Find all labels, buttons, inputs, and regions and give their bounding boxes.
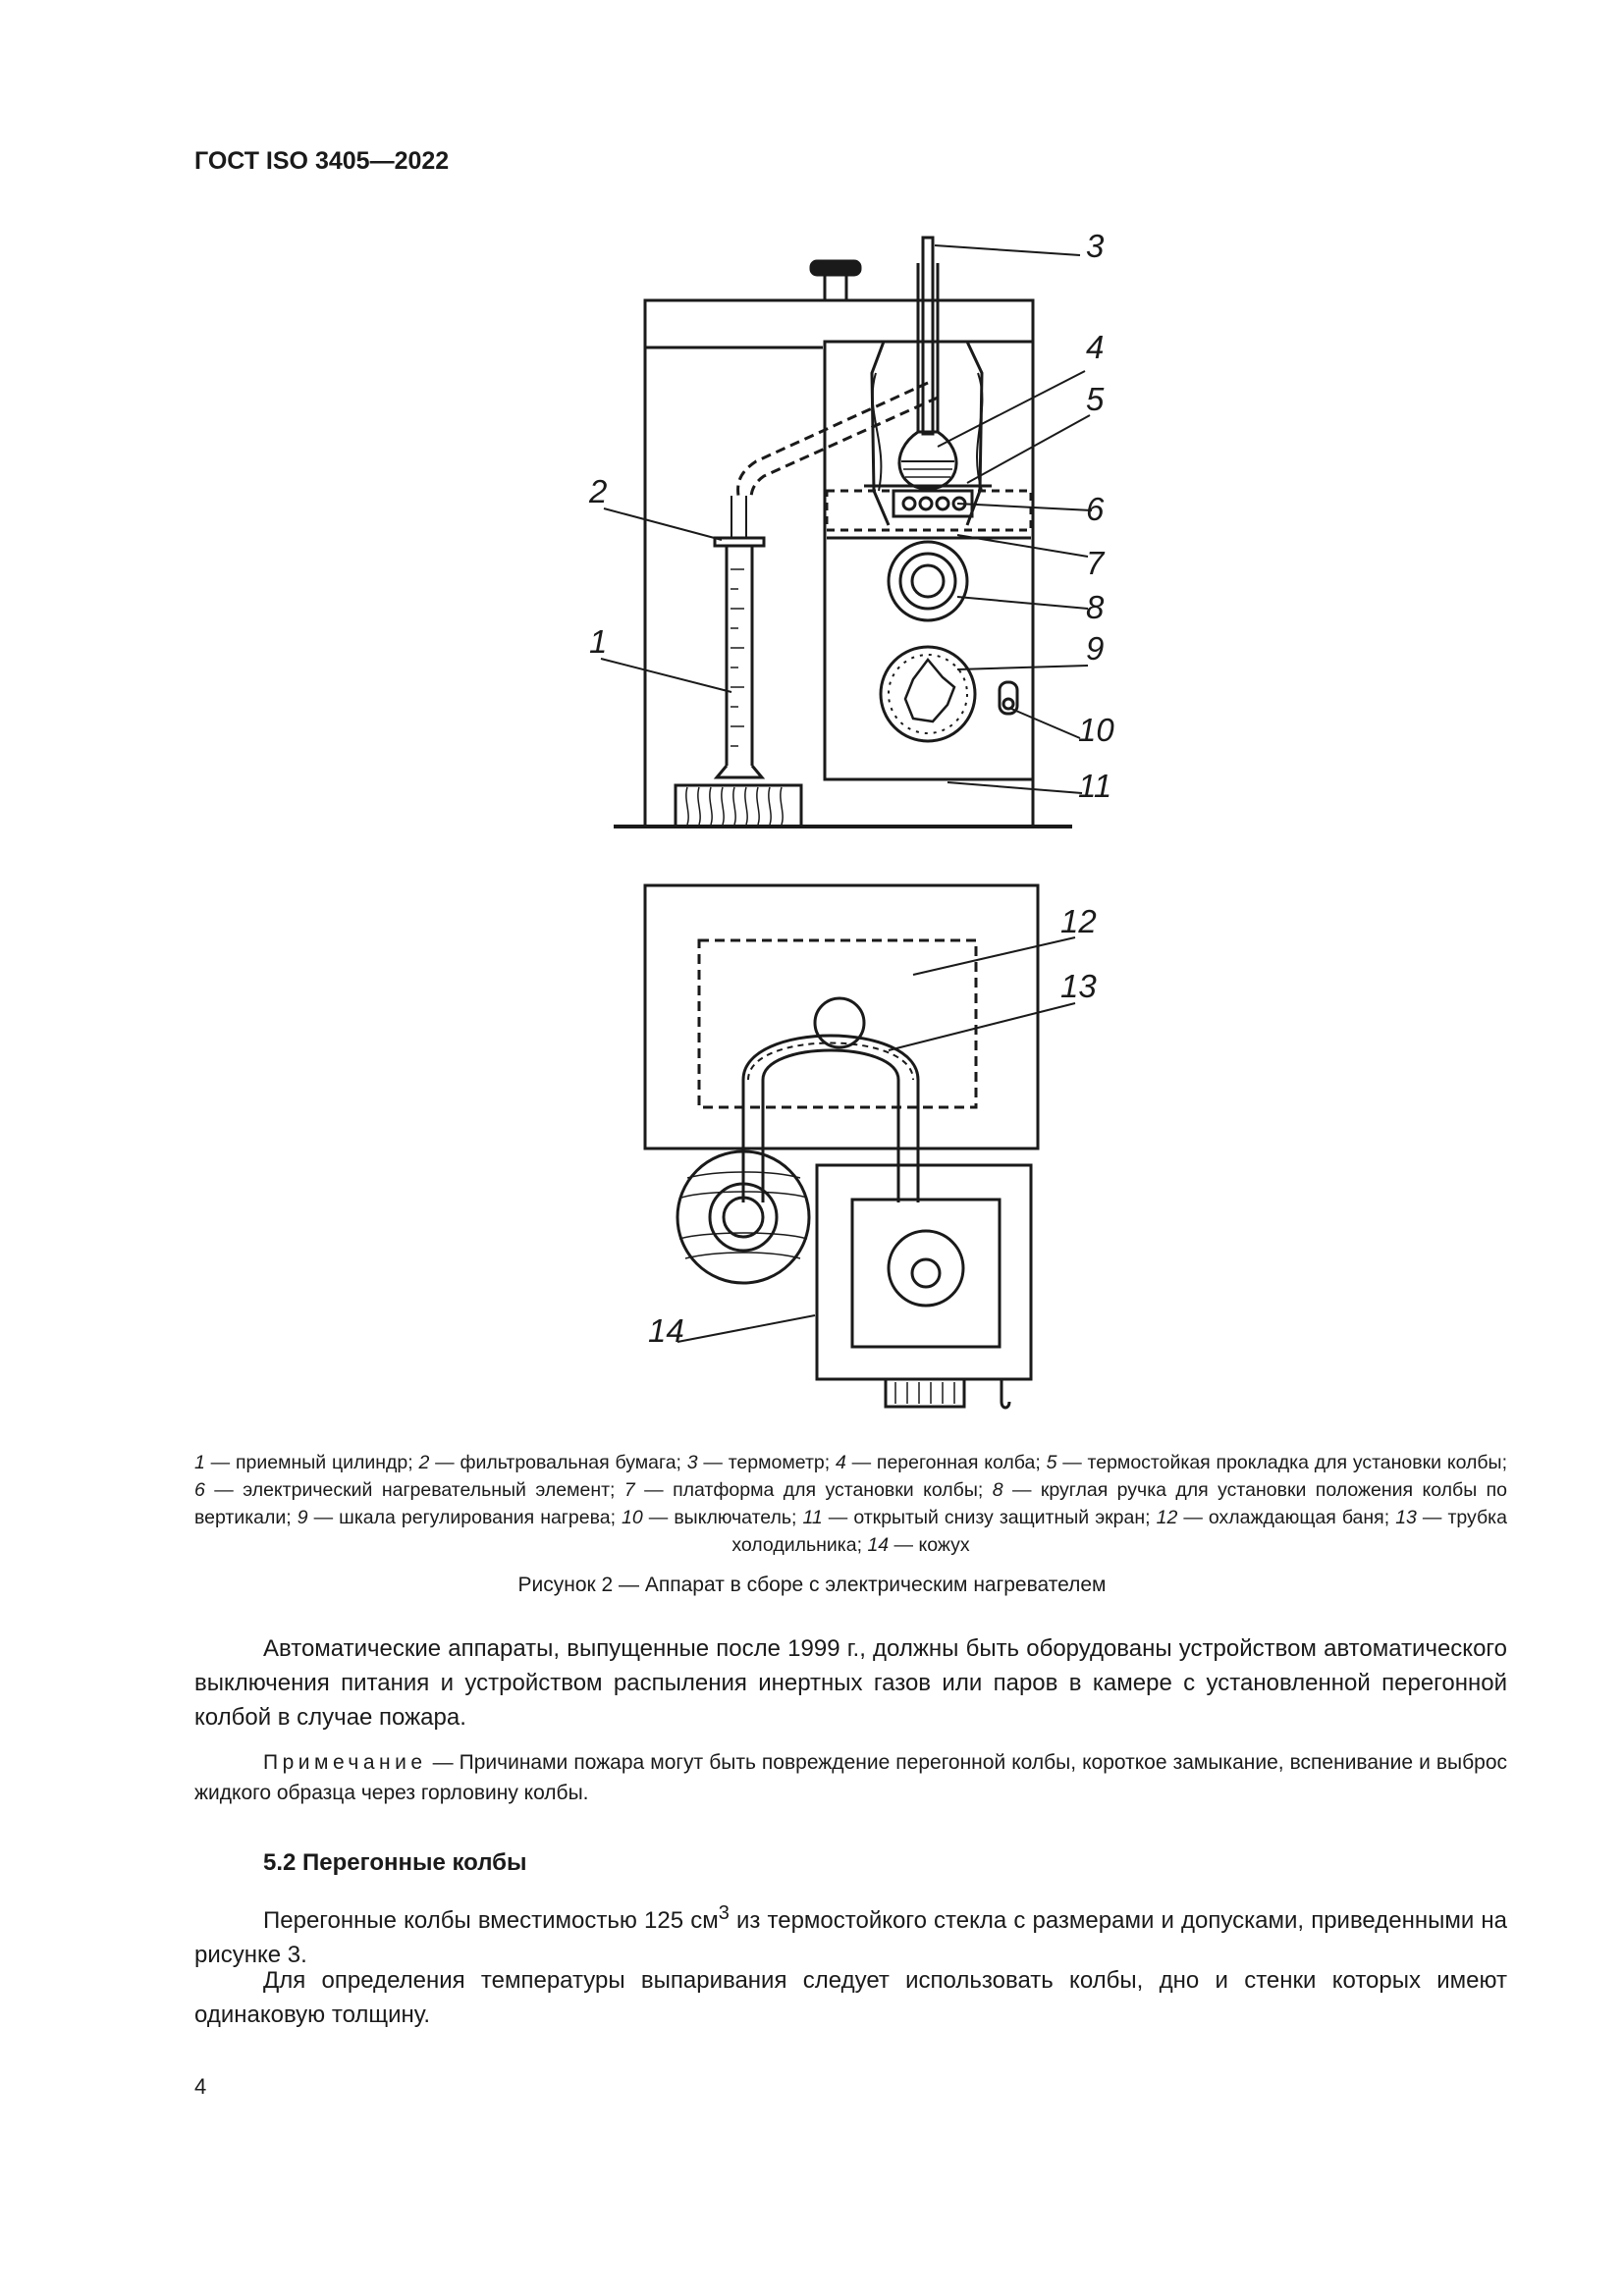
apparatus-top-view xyxy=(645,885,1075,1408)
label-12: 12 xyxy=(1060,903,1097,939)
note-text: — Причинами пожара могут быть повреждение перегонной колбы, короткое замыкание, вспенивание и выброс жидкого образца через горловину колбы. xyxy=(194,1751,1507,1804)
section-title: 5.2 Перегонные колбы xyxy=(263,1849,527,1876)
label-4: 4 xyxy=(1086,329,1105,365)
label-10: 10 xyxy=(1078,712,1114,748)
note-paragraph xyxy=(194,1747,1507,1808)
label-2: 2 xyxy=(589,473,608,509)
figure-legend: 1 — приемный цилиндр; 2 — фильтровальная бумага; 3 — термометр; 4 — перегонная колба; 5 — термостойкая прокладка для установки колбы; 6 — электрический нагревательный элемент; 7 — платформа для установки колбы; 8 — круглая ручка для установки положения колбы по вертикали; 9 — шкала регулирования нагрева; 10 — выключатель; 11 — открытый снизу защитный экран; 12 — охлаждающая баня; 13 — трубка холодильника; 14 — кожух xyxy=(194,1452,1508,1556)
label-14: 14 xyxy=(648,1312,684,1349)
label-3: 3 xyxy=(1086,228,1105,264)
label-13: 13 xyxy=(1060,968,1097,1004)
label-1: 1 xyxy=(589,623,608,660)
note-label: Примечание xyxy=(263,1751,427,1774)
apparatus-side-view xyxy=(601,238,1092,827)
label-5: 5 xyxy=(1086,381,1105,417)
paragraph-flask-capacity: Перегонные колбы вместимостью 125 $см^3$ из термостойкого стекла с размерами и допусками, приведенными на рисунке 3. xyxy=(194,1902,1507,1968)
label-6: 6 xyxy=(1086,491,1105,527)
figure-caption: Рисунок 2 — Аппарат в сборе с электрическим нагревателем xyxy=(517,1574,1107,1596)
document-header: ГОСТ ISO 3405—2022 xyxy=(194,147,450,175)
paragraph-evaporation: Для определения температуры выпаривания следует использовать колбы, дно и стенки которых имеют одинаковую толщину. xyxy=(194,1967,1507,2028)
page-number: 4 xyxy=(194,2074,207,2099)
label-9: 9 xyxy=(1086,630,1105,667)
label-11: 11 xyxy=(1078,768,1112,804)
label-7: 7 xyxy=(1086,545,1105,581)
label-8: 8 xyxy=(1086,589,1105,625)
paragraph-automatic-apparatus: Автоматические аппараты, выпущенные после 1999 г., должны быть оборудованы устройством автоматического выключения питания и устройством распыления инертных газов или паров в камере с установленной перегонной колбой в случае пожара. xyxy=(194,1635,1507,1731)
